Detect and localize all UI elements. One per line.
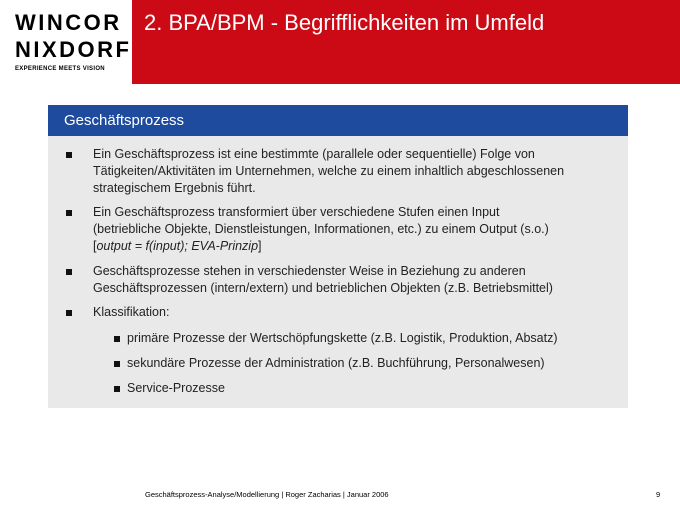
bullet-1-line-3: strategischem Ergebnis führt. <box>93 181 256 195</box>
wincor-nixdorf-logo <box>0 0 132 84</box>
bullet-2-bracket-open: [ <box>93 239 97 253</box>
footer-text: Geschäftsprozess-Analyse/Modellierung | Roger Zacharias | Januar 2006 <box>145 490 389 499</box>
bullet-text-4 <box>93 304 623 321</box>
bullet-text-1 <box>93 146 623 197</box>
bullet-square-icon <box>66 210 72 216</box>
sub-item-primary: primäre Prozesse der Wertschöpfungskette (z.B. Logistik, Produktion, Absatz) <box>127 331 558 345</box>
bullet-3-line-2: Geschäftsprozessen (intern/extern) und betrieblichen Objekten (z.B. Betriebsmittel) <box>93 281 553 295</box>
bullet-text-3 <box>93 263 623 297</box>
bullet-3-line-1: Geschäftsprozesse stehen in verschiedenster Weise in Beziehung zu anderen <box>93 264 526 278</box>
bullet-square-icon <box>66 269 72 275</box>
section-header <box>48 105 628 136</box>
sub-item-service: Service-Prozesse <box>127 381 225 395</box>
logo-line-nixdorf: NIXDORF <box>15 37 132 62</box>
sub-item-secondary: sekundäre Prozesse der Administration (z.B. Buchführung, Personalwesen) <box>127 356 545 370</box>
bullet-2-line-2: (betriebliche Objekte, Dienstleistungen, Informationen, etc.) zu einem Output (s.o.) <box>93 222 549 236</box>
section-title: Geschäftsprozess <box>64 112 185 129</box>
bullet-4-line-1: Klassifikation: <box>93 305 170 319</box>
bullet-1-line-1: Ein Geschäftsprozess ist eine bestimmte (parallele oder sequentielle) Folge von <box>93 147 535 161</box>
sub-bullet-square-icon <box>114 336 120 342</box>
bullet-2-formula: output = f(input); EVA-Prinzip <box>96 239 259 253</box>
bullet-square-icon <box>66 310 72 316</box>
bullet-2-line-1: Ein Geschäftsprozess transformiert über verschiedene Stufen einen Input <box>93 205 500 219</box>
bullet-square-icon <box>66 152 72 158</box>
logo-line-wincor: WINCOR <box>15 10 122 35</box>
page-number: 9 <box>656 490 661 499</box>
sub-bullet-square-icon <box>114 361 120 367</box>
bullet-text-2 <box>93 204 623 255</box>
bullet-2-line-3 <box>93 238 623 255</box>
sub-bullet-square-icon <box>114 386 120 392</box>
slide-title: 2. BPA/BPM - Begrifflichkeiten im Umfeld <box>144 10 545 35</box>
bullet-2-bracket-close: ] <box>258 239 262 253</box>
bullet-1-line-2: Tätigkeiten/Aktivitäten im Unternehmen, welche zu einem inhaltlich abgeschlossenen <box>93 164 565 178</box>
logo-tagline: EXPERIENCE MEETS VISION <box>15 66 105 72</box>
header-band <box>132 0 680 84</box>
